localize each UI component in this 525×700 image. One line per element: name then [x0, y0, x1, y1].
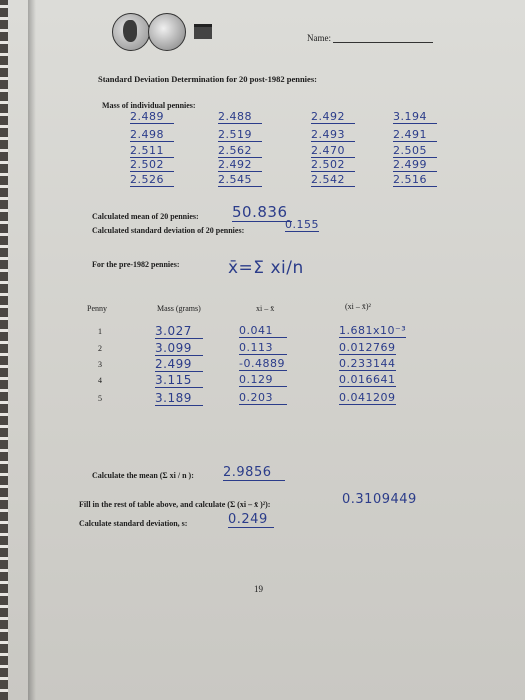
sd-label: Calculated standard deviation of 20 pennies: — [92, 226, 245, 235]
name-field — [307, 33, 433, 43]
pre-sd-label: Calculate standard deviation, s: — [79, 519, 188, 528]
penny-mass-value: 2.498 — [130, 128, 174, 142]
col-sq: (xi – x̄)² — [345, 302, 371, 311]
mean-label: Calculated mean of 20 pennies: — [92, 212, 199, 221]
penny-mass-value: 2.488 — [218, 110, 262, 124]
penny-mass-value: 2.505 — [393, 144, 437, 158]
diff-cell: -0.4889 — [239, 357, 287, 371]
mean-formula: x̄=Σ xi/n — [228, 258, 304, 278]
diff-cell: 0.129 — [239, 373, 287, 387]
fill-value: 0.3109449 — [342, 492, 417, 507]
penny-mass-value: 2.545 — [218, 173, 262, 187]
penny-mass-value: 2.470 — [311, 144, 355, 158]
sd-value: 0.155 — [285, 218, 319, 231]
penny-mass-value: 2.526 — [130, 173, 174, 187]
col-mass: Mass (grams) — [157, 304, 201, 313]
mass-cell: 3.189 — [155, 391, 203, 406]
mass-cell: 2.499 — [155, 357, 203, 372]
penny-mass-value: 2.502 — [130, 158, 174, 172]
penny-mass-value: 2.492 — [311, 110, 355, 124]
penny-mass-value: 2.499 — [393, 158, 437, 172]
mass-cell: 3.115 — [155, 373, 203, 388]
diff-cell: 0.203 — [239, 391, 287, 405]
diff-cell: 0.041 — [239, 324, 287, 338]
penny-number: 2 — [98, 344, 102, 353]
penny-mass-value: 2.519 — [218, 128, 262, 142]
mass-cell: 3.027 — [155, 324, 203, 339]
penny-number: 5 — [98, 394, 102, 403]
penny-mass-value: 2.492 — [218, 158, 262, 172]
penny-mass-value: 2.562 — [218, 144, 262, 158]
fill-label: Fill in the rest of table above, and calculate (Σ (xi – x̄ )²): — [79, 500, 271, 509]
penny-mass-value: 3.194 — [393, 110, 437, 124]
lincoln-penny-image — [112, 13, 150, 51]
penny-number: 4 — [98, 376, 102, 385]
penny-mass-value: 2.511 — [130, 144, 174, 158]
penny-mass-value: 2.542 — [311, 173, 355, 187]
page-title: Standard Deviation Determination for 20 post-1982 pennies: — [98, 74, 317, 84]
mass-cell: 3.099 — [155, 341, 203, 356]
pre-sd-value: 0.249 — [228, 512, 274, 528]
penny-mass-value: 2.516 — [393, 173, 437, 187]
name-blank — [333, 42, 433, 43]
sq-cell: 0.233144 — [339, 357, 396, 370]
mean-value: 50.836 — [232, 203, 292, 222]
sq-cell: 0.041209 — [339, 391, 396, 404]
pre1982-heading: For the pre-1982 pennies: — [92, 260, 180, 269]
penny-mass-value: 2.489 — [130, 110, 174, 124]
penny-number: 1 — [98, 327, 102, 336]
sq-cell: 0.012769 — [339, 341, 396, 354]
diff-cell: 0.113 — [239, 341, 287, 355]
memorial-penny-image — [148, 13, 186, 51]
col-diff: xi – x̄ — [256, 304, 275, 313]
mass-label: Mass of individual pennies: — [102, 101, 196, 110]
penny-number: 3 — [98, 360, 102, 369]
pre-mean-value: 2.9856 — [223, 465, 285, 481]
penny-mass-value: 2.493 — [311, 128, 355, 142]
name-label: Name: — [307, 33, 331, 43]
pre-mean-label: Calculate the mean (Σ xi / n ): — [92, 471, 194, 480]
penny-mass-value: 2.502 — [311, 158, 355, 172]
page-number: 19 — [254, 584, 263, 594]
col-penny: Penny — [87, 304, 107, 313]
sq-cell: 0.016641 — [339, 373, 396, 386]
penny-logo — [112, 13, 188, 49]
penny-mass-value: 2.491 — [393, 128, 437, 142]
sq-cell: 1.681x10⁻³ — [339, 324, 407, 337]
